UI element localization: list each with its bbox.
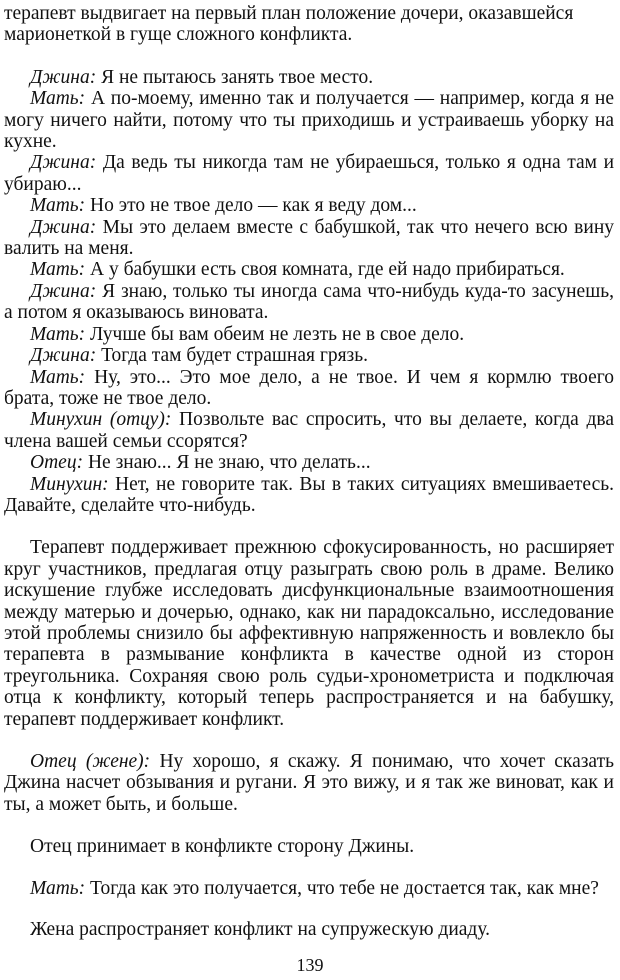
dialogue-line xyxy=(4,345,614,366)
dialogue-text: Ну, это... Это мое дело, а не твое. И чем я кормлю твоего брата, тоже не твое дело. xyxy=(4,366,615,409)
speaker-label: Джина: xyxy=(30,152,97,174)
speaker-label: Минухин: xyxy=(30,473,109,495)
commentary-paragraph: Жена распространяет конфликт на супружескую диаду. xyxy=(30,919,491,941)
dialogue-line xyxy=(4,281,614,324)
dialogue-text: Нет, не говорите так. Вы в таких ситуациях вмешиваетесь. Давайте, сделайте что-нибудь. xyxy=(4,473,614,516)
commentary-paragraph: Терапевт поддерживает прежнюю сфокусированность, но расширяет круг участников, предлагая отцу разыграть свою роль в драме. Велико искушение глубже исследовать дисфункциональные взаимоотношения между матерью и дочерью, однако, как ни парадоксально, исследование этой проблемы снизило бы аффективную напряженность и вовлекло бы терапевта в размывание конфликта в качестве одной из сторон треугольника. Сохраняя свою роль судьи-хронометриста и подключая отца к конфликту, который теперь распространяется и на бабушку, терапевт поддерживает конфликт. xyxy=(4,537,614,730)
intro-line: терапевт выдвигает на первый план положение дочери, оказавшейся xyxy=(4,3,574,24)
speaker-label: Минухин (отцу): xyxy=(30,409,172,431)
dialogue-line xyxy=(4,878,614,899)
dialogue-text: Я не пытаюсь занять твое место. xyxy=(101,66,374,88)
speaker-label: Мать: xyxy=(30,366,86,388)
speaker-label: Мать: xyxy=(30,195,86,217)
speaker-label: Мать: xyxy=(30,877,86,899)
dialogue-line xyxy=(4,751,614,815)
dialogue-line xyxy=(4,367,614,410)
page-number: 139 xyxy=(296,955,324,975)
dialogue-line xyxy=(4,474,614,517)
dialogue-text: Не знаю... Я не знаю, что делать... xyxy=(87,452,371,474)
dialogue-line xyxy=(4,452,614,473)
intro-paragraph xyxy=(4,3,614,46)
dialogue-line xyxy=(4,324,614,345)
speaker-label: Отец: xyxy=(30,452,84,474)
dialogue-text: Ну хорошо, я скажу. Я понимаю, что хочет сказать Джина насчет обзывания и ругани. Я это вижу, и я так же виноват, как и ты, а может быть, и больше. xyxy=(4,751,614,815)
dialogue-block-1 xyxy=(4,67,614,517)
dialogue-line xyxy=(4,152,614,195)
dialogue-text: Тогда как это получается, что тебе не достается так, как мне? xyxy=(90,877,599,899)
dialogue-line xyxy=(4,195,614,216)
dialogue-text: Я знаю, только ты иногда сама что-нибудь куда-то засунешь, а потом я оказываюсь виновата. xyxy=(4,280,614,324)
dialogue-text: Тогда там будет страшная грязь. xyxy=(101,345,369,367)
speaker-label: Мать: xyxy=(30,88,86,110)
dialogue-text: Лучше бы вам обеим не лезть не в свое дело. xyxy=(90,323,465,345)
commentary-paragraph: Отец принимает в конфликте сторону Джины. xyxy=(30,836,415,858)
dialogue-text: Да ведь ты никогда там не убираешься, только я одна там и убираю... xyxy=(4,152,615,195)
dialogue-text: Мы это делаем вместе с бабушкой, так что нечего всю вину валить на меня. xyxy=(4,216,615,260)
speaker-label: Отец (жене): xyxy=(30,751,151,772)
dialogue-text: Позвольте вас спросить, что вы делаете, когда два члена вашей семьи ссорятся? xyxy=(4,409,615,452)
intro-line: марионеткой в гуще сложного конфликта. xyxy=(4,24,353,46)
speaker-label: Мать: xyxy=(30,323,86,345)
dialogue-text: Но это не твое дело — как я веду дом... xyxy=(90,195,417,217)
speaker-label: Джина: xyxy=(30,345,97,367)
dialogue-text: А у бабушки есть своя комната, где ей надо прибираться. xyxy=(90,259,565,281)
speaker-label: Мать: xyxy=(30,259,86,281)
speaker-label: Джина: xyxy=(30,66,97,88)
dialogue-line xyxy=(4,88,614,152)
speaker-label: Джина: xyxy=(30,216,97,238)
dialogue-line xyxy=(4,67,614,88)
dialogue-line xyxy=(4,217,614,260)
dialogue-text: А по-моему, именно так и получается — например, когда я не могу ничего найти, потому что ты приходишь и устраиваешь уборку на кухне. xyxy=(4,88,615,153)
dialogue-line xyxy=(4,259,614,280)
speaker-label: Джина: xyxy=(30,280,97,302)
dialogue-line xyxy=(4,409,614,452)
